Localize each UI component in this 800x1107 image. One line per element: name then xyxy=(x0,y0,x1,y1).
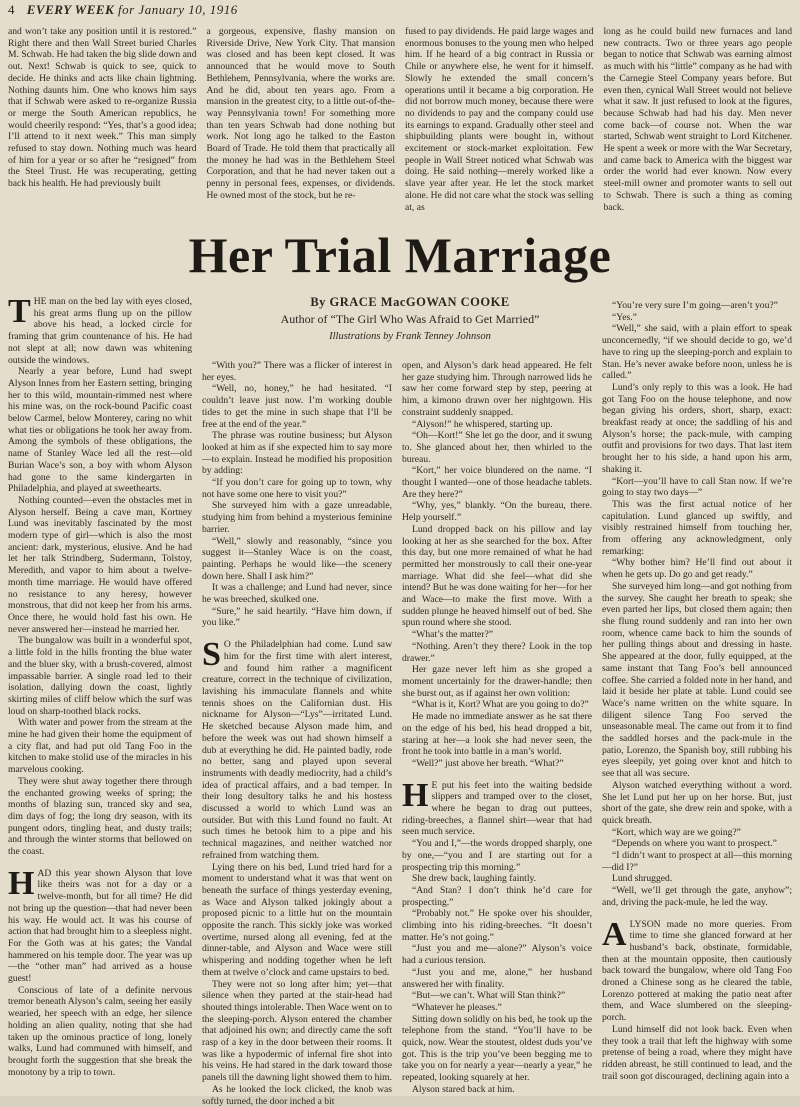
paragraph: The bungalow was built in a wonderful spot, a little fold in the hills fronting the blue water and the bluer sky, with a brush-covered, almost impassable barrier. A single road led to their isolation, dallying down the coast, lightly skirting miles of cliff below which the surf was loud on sharp-toothed black rocks. xyxy=(8,635,192,717)
paragraph: “I didn’t want to prospect at all—this morning—did I?” xyxy=(602,850,792,873)
story-column-1 xyxy=(8,293,192,1086)
story-column-2 xyxy=(202,360,392,1107)
paragraph: Conscious of late of a definite nervous tremor beneath Alyson’s calm, seeing her easily wearied, her speech with an edge, her silence holding an alien quality, noting that she had taken up the ominous practice of long, lonely walks, Lund had communed with himself, and brought forth the suggestion that she break the monotony by a trip to town. xyxy=(8,984,192,1078)
story-column-3 xyxy=(402,360,592,1095)
paragraph: With water and power from the stream at the mine he had given their home the equipment of a city flat, and had put old Tang Foo in the kitchen to make stolid use of the miracles in his marvelous cooking. xyxy=(8,717,192,776)
masthead: EVERY WEEK xyxy=(26,2,115,17)
paragraph: “With you?” There was a flicker of interest in her eyes. xyxy=(202,360,392,383)
paragraph: Lund’s only reply to this was a look. He had got Tang Foo on the house telephone, and now began giving his orders, short, sharp, exact: breakfast ready at once; the saddling of his and Alyson’s horse; the pack-mule, with camping outfit and provisions for two days. That last item brought her to his side, a hand upon his arm, shaking it. xyxy=(602,381,792,475)
paragraph: They were not so long after him; yet—that silence when they parted at the stair-head had shouted things intolerable. Then Wace went on to the sleeping-porch. Alyson entered the chamber that adjoined his own; and directly came the soft rasp of a key in the door between their rooms. It was like a hypodermic of infernal fire shot into his veins. He had stared in the dark toward those panels till the dawning light showed them to him. xyxy=(202,978,392,1084)
paragraph: “Why bother him? He’ll find out about it when he gets up. Do go and get ready.” xyxy=(602,557,792,581)
paragraph: “Probably not.” He spoke over his shoulder, climbing into his riding-breeches. “It doesn’t matter. He’s not going.” xyxy=(402,908,592,943)
section-paragraph: S O the Philadelphian had come. Lund saw him for the first time with alert interest, and found him rather a magnificent creature, correct in the technique of civilization, lavishing his immaculate flannels and white tennis shoes on the Californian dust. His nickname for Alyson—“Lys”—irritated Lund. He sketched because Alyson made him, and before the week was out had shown himself a dub at everything he did. He painted badly, rode no better, sang and played upon several instruments with deadly mediocrity, had a child’s idea of practical affairs, and a bad temper. In their long desultory talks he and his hostess discussed a world to which Lund was an outsider. But with this Lund found no fault. At such times he betook him to a pipe and his technical magazines, and neither watched nor refrained from watching them. xyxy=(202,636,392,861)
top-column-3: fused to pay dividends. He paid large wages and enormous bonuses to the young men who helped him. If he heard of a big contract in Russia or Chile or anywhere else, he went for it himself. Slowly he extended the small concern’s operations until it became a big corporation. He did not borrow much money, because there were no dividends to pay and the company could use its earnings to expand. Gradually other steel and shipbuilding plants were bought in, without excitement or stock-market exploitation. Few people in Wall Street noticed what Schwab was doing. He said nothing—merely worked like a slave year after year. He let the stock market alone. He did not care what the stock was selling at, as xyxy=(405,26,594,213)
drop-cap: S xyxy=(202,636,221,674)
paragraph: “Alyson!” he whispered, starting up. xyxy=(412,418,553,430)
paragraph: “Well,” she said, with a plain effort to speak unconcernedly, “if we should decide to go, we’d have to ring up the sleeping-porch and explain to Stan. He’s never awake before noon, unless he is called.” xyxy=(602,323,792,382)
paragraph: “Well, we’ll get through the gate, anyhow”; and, driving the pack-mule, he led the way. xyxy=(602,885,792,908)
paragraph: It was a challenge; and Lund had never, since he was breeched, skulked one. xyxy=(202,582,392,606)
drop-cap: H xyxy=(402,776,429,814)
paragraph: The phrase was routine business; but Alyson looked at him as if she expected him to say more—to explain. Instead he modified his proposition by adding: xyxy=(202,430,392,477)
author-note: Author of “The Girl Who Was Afraid to Get Married” xyxy=(280,312,540,326)
paragraph: Lund shrugged. xyxy=(612,873,673,885)
section-paragraph: ALYSON made no more queries. From time to time she glanced forward at her husband’s back, obstinate, formidable, then at the mountain opposite, then cautiously back toward the bungalow, where old Tang Foo droned a Chinese song as he cleared the table, Lorenzo pottered at making the patio neat after them, and Wace slumbered on the sleeping-porch. xyxy=(602,915,792,1024)
paragraph: She drew back, laughing faintly. xyxy=(412,873,537,885)
paragraph: He made no immediate answer as he sat there on the edge of his bed, his head dropped a bit, staring at her—a look she had never seen, the front he took into battle in a man’s world. xyxy=(402,711,592,758)
paragraph: “Oh—Kort!” She let go the door, and it swung to. She glanced about her, then whirled to the bureau. xyxy=(402,430,592,465)
paragraph: “And Stan? I don’t think he’d care for prospecting.” xyxy=(402,884,592,908)
paragraph: They were shut away together there through the enchanted growing weeks of spring; the months of blazing sun, tranced sky and sea, dim days of fog; the long dry season, with its pungent odors, tingling heat, and dusty trails; and through the winter storms that bellowed on the coast. xyxy=(8,775,192,858)
paragraph: “Just you and me—alone?” Alyson’s voice had a curious tension. xyxy=(402,943,592,967)
paragraph: “You and I,”—the words dropped sharply, one by one,—“you and I are starting out for a prospecting trip this morning.” xyxy=(402,838,592,873)
paragraph: “Yes.” xyxy=(612,311,637,323)
paragraph: “Kort—you’ll have to call Stan now. If we’re going to stay two days—” xyxy=(602,475,792,499)
page-header xyxy=(8,2,792,20)
paragraph: “Well?” just above her breath. “What?” xyxy=(412,757,564,769)
top-column-4: long as he could build new furnaces and land new contracts. Two or three years ago people began to notice that Schwab was earning almost as much with his “little” company as he had with the Carnegie Steel Company years before. But even then, cynical Wall Street would not believe what it saw. It just refused to look at the figures, because Schwab had had his day. Men never come back—of course not. When the war started, Schwab went straight to Lord Kitchener. He spent a week or more with the War Secretary, and came back to America with the biggest war order the world had ever known. Now every steel-mill owner and promoter wants to sell out to Schwab. There is such a thing as coming back. xyxy=(603,26,792,213)
section-paragraph: H E put his feet into the waiting bedside slippers and tramped over to the closet, where he began to drag out puttees, riding-breeches, a flannel shirt—wear that had seen much service. xyxy=(402,776,592,838)
story-title: Her Trial Marriage xyxy=(188,227,612,283)
drop-cap: A xyxy=(602,915,627,953)
byline-block xyxy=(250,294,570,345)
previous-article-columns xyxy=(8,26,792,216)
page-number: 4 xyxy=(8,2,15,17)
paragraph: “Kort, which way are we going?” xyxy=(612,826,741,838)
paragraph: “But—we can’t. What will Stan think?” xyxy=(412,990,566,1002)
paragraph: Sitting down solidly on his bed, he took up the telephone from the stand. “You’ll have to be quick, now. Wear the stoutest, oldest duds you’ve got. This is the trip you’ve been begging me to take you on for nearly a year—nearly a year,” he repeated, looking squarely at her. xyxy=(402,1013,592,1084)
paragraph: Alyson stared back at him. xyxy=(412,1083,515,1095)
paragraph: “Nothing. Aren’t they there? Look in the top drawer.” xyxy=(402,640,592,664)
drop-cap: T xyxy=(8,293,31,330)
author-byline: By GRACE MacGOWAN COOKE xyxy=(310,295,510,309)
paragraph: Alyson watched everything without a word. She let Lund put her up on her horse. But, just short of the gate, she drew rein and spoke, with a quick breath. xyxy=(602,779,792,826)
paragraph: As he looked the lock clicked, the knob was softly turned, the door inched a bit xyxy=(202,1083,392,1107)
section-paragraph: HAD this year shown Alyson that love like theirs was not for a day or a twelve-month, but for all time? He did not bring up the question—that had never been his way. He would act. It was his course of action that had brought him to a sleepless night. For the Goth was at his gates; the Vandal hammered on his temple door. The year was up—the “other man” had arrived as a house guest! xyxy=(8,864,192,985)
paragraph: Lund himself did not look back. Even when they took a trail that left the highway with some pretense of being a road, where they might have ridden abreast, he still continued to lead, and the trail soon got discouraged, declining again into a xyxy=(602,1023,792,1082)
drop-cap: H xyxy=(8,864,35,902)
paragraph: This was the first actual notice of her capitulation. Lund glanced up swiftly, and visibly restrained himself from touching her, from offering any acknowledgment, only remarking: xyxy=(602,498,792,557)
paragraph: She surveyed him with a gaze unreadable, studying him from behind a mysterious feminine barrier. xyxy=(202,500,392,535)
paragraph: “If you don’t care for going up to town, why not have some one here to visit you?” xyxy=(202,477,392,500)
paragraph: “Why, yes,” blankly. “On the bureau, there. Help yourself.” xyxy=(402,500,592,524)
paragraph: “Well,” slowly and reasonably, “since you suggest it—Stanley Wace is on the coast, painting. Perhaps he would like—the scenery down here. Shall I ask him?” xyxy=(202,535,392,582)
paragraph: “Depends on where you want to prospect.” xyxy=(612,838,777,850)
paragraph: open, and Alyson’s dark head appeared. He felt her gaze studying him. Through narrowed lids he saw her come forward step by step, peering at him, a kimono drawn over her nightgown. His constraint suddenly snapped. xyxy=(402,360,592,418)
paragraph: “What’s the matter?” xyxy=(412,629,493,641)
top-column-2: a gorgeous, expensive, flashy mansion on Riverside Drive, New York City. That mansion was closed and has been kept closed. It was announced that he would move to South Bethlehem, Pennsylvania, where the works are. And he did, about ten years ago. From a mansion in the greatest city, to a little out-of-the-way Pennsylvania town! For something more than ten years Schwab had done nothing but work. Not long ago he talked to the Easton Board of Trade. He told them that practically all the money he had was in the Bethlehem Steel Corporation, and that he had never taken out a penny in personal fees, expenses, or dividends. He owned most of the stock, but he re- xyxy=(206,26,395,201)
paragraph: “Kort,” her voice blundered on the name. “I thought I wanted—one of those headache tablets. Are they here?” xyxy=(402,465,592,500)
issue-date: for January 10, 1916 xyxy=(118,2,238,17)
paragraph: “Well, no, honey,” he had hesitated. “I couldn’t leave just now. I’m working double tides to get the mine in such shape that I’ll be free at the end of the year.” xyxy=(202,383,392,430)
paragraph: “You’re very sure I’m going—aren’t you?” xyxy=(612,300,778,311)
top-column-1: and won’t take any position until it is restored.” Right there and then Wall Street buried Charles M. Schwab. He had taken the big slide down and out. Next! Schwab is quick to see, quick to decide. He thinks and acts like chain lightning. Nothing daunts him. One who knows him says that if Schwab were asked to re-organize Russia or merge the South American republics, he would cheerily respond: “Yes, that’s a good idea; I’ll attend to it next week.” This man simply refused to stay down. Nothing much was heard of him for a year or so after he “resigned” from the Steel Trust. He was recuperating, getting back his health. He had previously built xyxy=(8,26,197,190)
paragraph: “What is it, Kort? What are you going to do?” xyxy=(412,699,589,711)
illustrator-credit: Illustrations by Frank Tenney Johnson xyxy=(329,331,491,342)
paragraph: “Sure,” he said heartily. “Have him down, if you like.” xyxy=(202,605,392,629)
paragraph: Her gaze never left him as she groped a moment uncertainly for the drawer-handle; then she burst out, as if against her own volition: xyxy=(402,664,592,699)
story-column-4 xyxy=(602,300,792,1086)
paragraph: “Just you and me, alone,” her husband answered her with finality. xyxy=(402,966,592,990)
paragraph: Lund dropped back on his pillow and lay looking at her as she searched for the box. After this day, but one more remained of what he had permitted her monstrously to call their one-year marriage. What did she feel—what did she intend? But he was done waiting for her—for her and Wace—to make the first move. With a sudden plunge he heaved himself out of bed. She spun round where she stood. xyxy=(402,523,592,629)
paragraph: She surveyed him long—and got nothing from the survey. She caught her breath to speak; she even parted her lips, but closed them again; then she flung round suddenly and ran into her own room, whence came back to him the sounds of her pulling things about and dressing in haste. She appeared at the door, fully equipped, at the same instant that Tang Foo’s bell announced coffee. She carried a folded note in her hand, and laid it beside her plate at table. Lund could see Wace’s name written on the white square. In diligent silence Tang Foo served the unseasonable meal. The came out from it to find the saddled horses and the pack-mule in the patio, Lorenzo, the Spanish boy, still rubbing his eyes sleepily, yet going over knot and hitch to see that all was secure. xyxy=(602,580,792,780)
paragraph: “Whatever he pleases.” xyxy=(412,1001,502,1013)
paragraph: Nearly a year before, Lund had swept Alyson Innes from her Eastern setting, bringing her to this wild, mountain-rimmed nest where his mine was, on the rock-bound Pacific coast below Carmel, below Monterey, caring no whit what ties or obligations he took her away from. Among the symbols of these obligations, the name of Stanley Wace led all the rest—old Burian Wace’s son, a boy with whom Alyson had gone to the same kindergarten in Philadelphia, and played at sweethearts. xyxy=(8,366,192,495)
paragraph: Lying there on his bed, Lund tried hard for a moment to understand what it was that went on beneath the surface of things yesterday evening, as Wace and Alyson talked jokingly about a proposed picnic to a little hut on the mountain opposite the ranch. This sickly joke was worked overtime, nursed along all evening, fed at the dinner-table, and Alyson and Wace were still whispering and nodding together when he left them at twelve o’clock and came upstairs to bed. xyxy=(202,861,392,978)
lead-paragraph: THE man on the bed lay with eyes closed, his great arms flung up on the pillow above his head, a locked circle for framing that grim countenance of his. He had not slept at all; now dawn was whitening outside the windows. xyxy=(8,293,192,366)
paragraph: Nothing counted—even the obstacles met in Alyson herself. Being a cave man, Kortney Lund was inevitably fascinated by the most modern type of girl—which is also the most ancient: dark, mysterious, elusive. And he had let her talk Strindberg, Sudermann, Tolstoy, Meredith, and vapor to him about a twelve-month time marriage. He would have offered no resistance to any heresy, however monstrous, that did not keep her from his arms. Once there, he would hold fast his own. He never answered her—instead he married her. xyxy=(8,494,192,635)
